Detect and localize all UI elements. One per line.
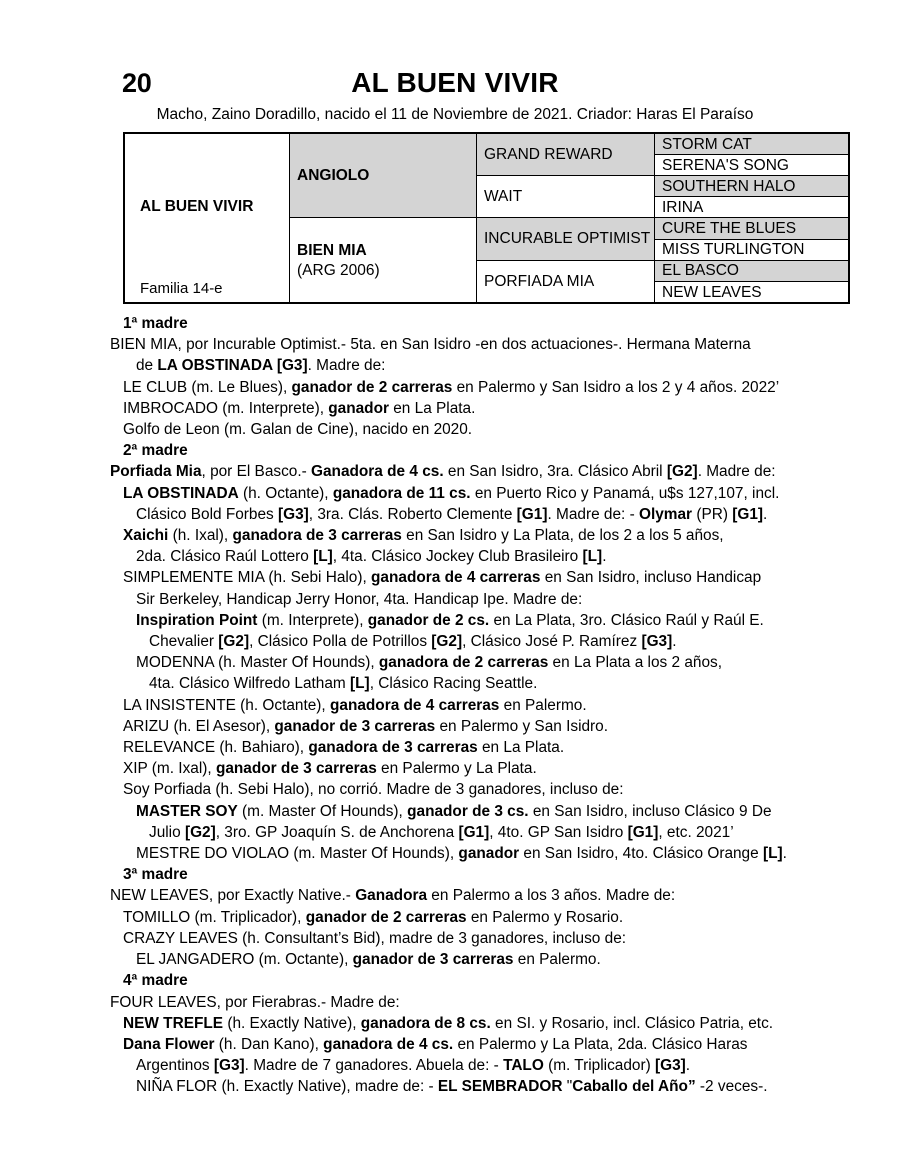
- pedigree-table-wrapper: [123, 132, 805, 304]
- pedigree-greatgrandparent-4: CURE THE BLUES: [655, 218, 850, 239]
- produce-line: Argentinos [G3]. Madre de 7 ganadores. Abuela de: - TALO (m. Triplicador) [G3].: [136, 1057, 691, 1075]
- produce-line: SIMPLEMENTE MIA (h. Sebi Halo), ganadora de 4 carreras en San Isidro, incluso Handicap: [123, 569, 762, 587]
- page-title: AL BUEN VIVIR: [351, 67, 559, 98]
- generation-heading: 3ª madre: [123, 866, 188, 884]
- produce-line: Sir Berkeley, Handicap Jerry Honor, 4ta. Handicap Ipe. Madre de:: [136, 590, 583, 608]
- produce-line: de LA OBSTINADA [G3]. Madre de:: [136, 357, 386, 375]
- produce-line: Xaichi (h. Ixal), ganadora de 3 carreras en San Isidro y La Plata, de los 2 a los 5 años,: [123, 527, 724, 545]
- produce-line: CRAZY LEAVES (h. Consultant’s Bid), madre de 3 ganadores, incluso de:: [123, 929, 627, 947]
- produce-line: MASTER SOY (m. Master Of Hounds), ganador de 3 cs. en San Isidro, incluso Clásico 9 De: [136, 802, 772, 820]
- pedigree-grandparent-0: GRAND REWARD: [477, 133, 655, 176]
- pedigree-dam-detail: (ARG 2006): [297, 261, 380, 279]
- produce-line: MESTRE DO VIOLAO (m. Master Of Hounds), ganador en San Isidro, 4to. Clásico Orange [L].: [136, 845, 787, 863]
- table-row: [124, 133, 849, 155]
- produce-line: 2da. Clásico Raúl Lottero [L], 4ta. Clásico Jockey Club Brasileiro [L].: [136, 548, 607, 566]
- produce-record: [110, 313, 810, 1098]
- pedigree-dam-name: BIEN MIA: [297, 241, 367, 259]
- produce-line: Porfiada Mia, por El Basco.- Ganadora de 4 cs. en San Isidro, 3ra. Clásico Abril [G2]. Madre de:: [110, 463, 776, 481]
- pedigree-grandparent-1: WAIT: [477, 176, 655, 218]
- produce-line: XIP (m. Ixal), ganador de 3 carreras en Palermo y La Plata.: [123, 760, 537, 778]
- pedigree-grandparent-3: PORFIADA MIA: [477, 260, 655, 303]
- page-header: [0, 0, 900, 125]
- header-row: [110, 66, 800, 102]
- pedigree-subject-cell: [124, 133, 290, 303]
- produce-line: Inspiration Point (m. Interprete), ganador de 2 cs. en La Plata, 3ro. Clásico Raúl y Raúl E.: [136, 611, 764, 629]
- pedigree-greatgrandparent-2: SOUTHERN HALO: [655, 176, 850, 197]
- produce-line: Soy Porfiada (h. Sebi Halo), no corrió. Madre de 3 ganadores, incluso de:: [123, 781, 624, 799]
- produce-line: ARIZU (h. El Asesor), ganador de 3 carreras en Palermo y San Isidro.: [123, 717, 609, 735]
- pedigree-sire-name: ANGIOLO: [297, 167, 370, 185]
- produce-line: Golfo de Leon (m. Galan de Cine), nacido en 2020.: [123, 421, 473, 439]
- horse-subtitle: Macho, Zaino Doradillo, nacido el 11 de Noviembre de 2021. Criador: Haras El Paraíso: [156, 106, 754, 123]
- pedigree-greatgrandparent-5: MISS TURLINGTON: [655, 239, 850, 260]
- produce-line: NEW TREFLE (h. Exactly Native), ganadora de 8 cs. en SI. y Rosario, incl. Clásico Patria, etc.: [123, 1014, 774, 1032]
- pedigree-greatgrandparent-6: EL BASCO: [655, 260, 850, 281]
- produce-line: Clásico Bold Forbes [G3], 3ra. Clás. Roberto Clemente [G1]. Madre de: - Olymar (PR) [G1].: [136, 505, 768, 523]
- produce-line: MODENNA (h. Master Of Hounds), ganadora de 2 carreras en La Plata a los 2 años,: [136, 654, 722, 672]
- produce-line: Julio [G2], 3ro. GP Joaquín S. de Anchorena [G1], 4to. GP San Isidro [G1], etc. 2021’: [149, 823, 734, 841]
- produce-line: IMBROCADO (m. Interprete), ganador en La Plata.: [123, 399, 476, 417]
- produce-line: LA OBSTINADA (h. Octante), ganadora de 11 cs. en Puerto Rico y Panamá, u$s 127,107, incl.: [123, 484, 780, 502]
- produce-line: TOMILLO (m. Triplicador), ganador de 2 carreras en Palermo y Rosario.: [123, 908, 624, 926]
- produce-line: NIÑA FLOR (h. Exactly Native), madre de: - EL SEMBRADOR "Caballo del Año” -2 veces-.: [136, 1078, 768, 1096]
- lot-number: 20: [122, 68, 152, 98]
- produce-line: 4ta. Clásico Wilfredo Latham [L], Clásico Racing Seattle.: [149, 675, 538, 693]
- produce-line: NEW LEAVES, por Exactly Native.- Ganadora en Palermo a los 3 años. Madre de:: [110, 887, 676, 905]
- produce-line: BIEN MIA, por Incurable Optimist.- 5ta. en San Isidro -en dos actuaciones-. Hermana Materna: [110, 336, 751, 354]
- pedigree-greatgrandparent-0: STORM CAT: [655, 133, 850, 155]
- pedigree-dam-cell: [290, 218, 477, 303]
- generation-heading: 2ª madre: [123, 442, 188, 460]
- pedigree-greatgrandparent-7: NEW LEAVES: [655, 282, 850, 304]
- pedigree-table: [123, 132, 850, 304]
- produce-line: LE CLUB (m. Le Blues), ganador de 2 carreras en Palermo y San Isidro a los 2 y 4 años. 2022’: [123, 378, 780, 396]
- produce-line: EL JANGADERO (m. Octante), ganador de 3 carreras en Palermo.: [136, 951, 601, 969]
- produce-line: Chevalier [G2], Clásico Polla de Potrillos [G2], Clásico José P. Ramírez [G3].: [149, 633, 677, 651]
- generation-heading: 1ª madre: [123, 315, 188, 332]
- pedigree-sire-cell: [290, 133, 477, 218]
- pedigree-familia: Familia 14-e: [140, 280, 223, 297]
- pedigree-greatgrandparent-3: IRINA: [655, 197, 850, 218]
- produce-line: LA INSISTENTE (h. Octante), ganadora de 4 carreras en Palermo.: [123, 696, 587, 714]
- generation-heading: 4ª madre: [123, 972, 188, 990]
- pedigree-greatgrandparent-1: SERENA'S SONG: [655, 155, 850, 176]
- produce-line: RELEVANCE (h. Bahiaro), ganadora de 3 carreras en La Plata.: [123, 739, 565, 757]
- pedigree-grandparent-2: INCURABLE OPTIMIST: [477, 218, 655, 260]
- produce-line: Dana Flower (h. Dan Kano), ganadora de 4 cs. en Palermo y La Plata, 2da. Clásico Haras: [123, 1035, 748, 1053]
- produce-line: FOUR LEAVES, por Fierabras.- Madre de:: [110, 993, 400, 1011]
- pedigree-subject-name: AL BUEN VIVIR: [140, 198, 254, 215]
